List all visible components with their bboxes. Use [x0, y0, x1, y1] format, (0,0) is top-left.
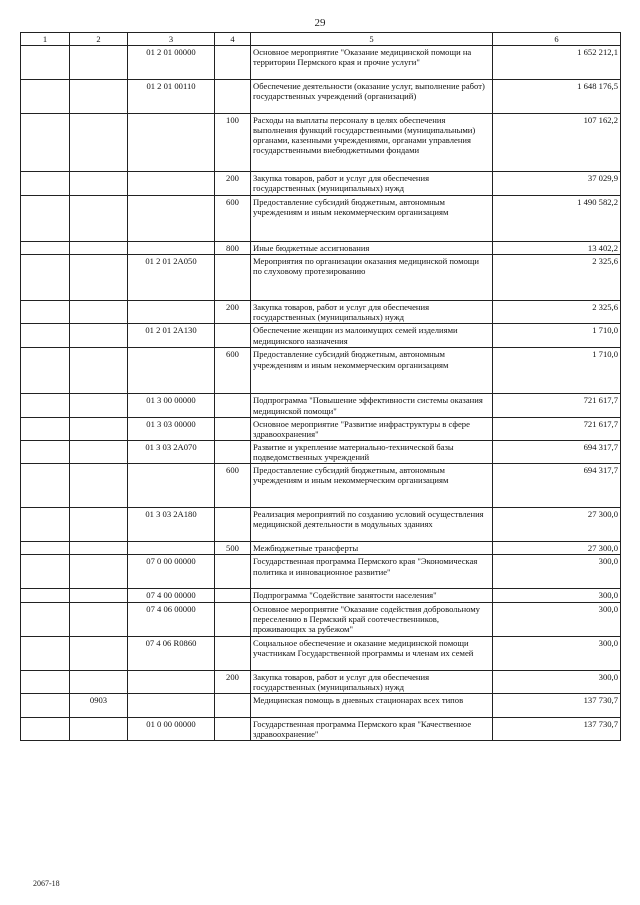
col-expense-type	[215, 636, 251, 670]
col-section	[21, 46, 70, 80]
col-section	[21, 589, 70, 602]
col-subsection	[70, 602, 128, 636]
col-section	[21, 717, 70, 740]
col-section	[21, 172, 70, 196]
col-target-article	[128, 114, 215, 172]
col-description: Расходы на выплаты персоналу в целях обеспечения выполнения функций государственными (муниципальными) органами, казенными учреждениями, органами управления государственными внебюджетными фондами	[251, 114, 493, 172]
col-target-article: 07 0 00 00000	[128, 555, 215, 589]
col-expense-type	[215, 602, 251, 636]
col-amount: 721 617,7	[493, 394, 621, 417]
col-subsection	[70, 670, 128, 693]
col-description: Закупка товаров, работ и услуг для обеспечения государственных (муниципальных) нужд	[251, 670, 493, 693]
col-subsection	[70, 301, 128, 324]
col-amount: 1 652 212,1	[493, 46, 621, 80]
col-subsection	[70, 255, 128, 301]
col-expense-type: 500	[215, 542, 251, 555]
col-description: Подпрограмма "Повышение эффективности системы оказания медицинской помощи"	[251, 394, 493, 417]
col-expense-type: 800	[215, 242, 251, 255]
col-amount: 27 300,0	[493, 508, 621, 542]
col-description: Реализация мероприятий по созданию условий осуществления медицинской деятельности в модульных зданиях	[251, 508, 493, 542]
page-number: 29	[314, 17, 326, 29]
col-expense-type	[215, 508, 251, 542]
col-target-article: 01 3 03 00000	[128, 417, 215, 440]
col-section	[21, 301, 70, 324]
col-description: Развитие и укрепление материально-технической базы подведомственных учреждений	[251, 441, 493, 464]
col-target-article	[128, 242, 215, 255]
col-target-article: 01 2 01 2А130	[128, 324, 215, 348]
col-amount: 1 648 176,5	[493, 80, 621, 114]
column-header-1: 1	[21, 33, 70, 46]
col-section	[21, 348, 70, 394]
col-expense-type	[215, 46, 251, 80]
col-description: Основное мероприятие "Развитие инфраструктуры в сфере здравоохранения"	[251, 417, 493, 440]
col-expense-type: 200	[215, 301, 251, 324]
col-target-article	[128, 542, 215, 555]
col-description: Государственная программа Пермского края "Качественное здравоохранение"	[251, 717, 493, 740]
document-code: 2067-18	[33, 879, 60, 888]
table-row	[21, 242, 621, 255]
table-row	[21, 441, 621, 464]
col-description: Государственная программа Пермского края "Экономическая политика и инновационное развитие"	[251, 555, 493, 589]
col-subsection	[70, 636, 128, 670]
table-row	[21, 508, 621, 542]
col-section	[21, 196, 70, 242]
col-section	[21, 508, 70, 542]
col-expense-type	[215, 324, 251, 348]
col-section	[21, 464, 70, 508]
col-section	[21, 80, 70, 114]
col-expense-type	[215, 255, 251, 301]
col-section	[21, 602, 70, 636]
table-row	[21, 464, 621, 508]
table-row	[21, 717, 621, 740]
table-row	[21, 46, 621, 80]
col-amount: 300,0	[493, 555, 621, 589]
col-target-article: 01 3 03 2А070	[128, 441, 215, 464]
budget-table	[20, 32, 621, 741]
col-expense-type: 600	[215, 196, 251, 242]
col-expense-type	[215, 693, 251, 717]
col-subsection	[70, 114, 128, 172]
col-description: Основное мероприятие "Оказание содействия добровольному переселению в Пермский край соотечественников, проживающих за рубежом"	[251, 602, 493, 636]
col-target-article: 07 4 06 R0860	[128, 636, 215, 670]
col-description: Межбюджетные трансферты	[251, 542, 493, 555]
table-row	[21, 301, 621, 324]
col-amount: 107 162,2	[493, 114, 621, 172]
column-header-6: 6	[493, 33, 621, 46]
table-row	[21, 80, 621, 114]
col-description: Предоставление субсидий бюджетным, автономным учреждениям и иным некоммерческим организациям	[251, 464, 493, 508]
col-amount: 137 730,7	[493, 693, 621, 717]
col-amount: 1 710,0	[493, 324, 621, 348]
col-target-article: 01 2 01 00000	[128, 46, 215, 80]
table-row	[21, 602, 621, 636]
col-amount: 694 317,7	[493, 464, 621, 508]
table-row	[21, 589, 621, 602]
table-row	[21, 394, 621, 417]
table-row	[21, 670, 621, 693]
table-row	[21, 172, 621, 196]
col-description: Предоставление субсидий бюджетным, автономным учреждениям и иным некоммерческим организациям	[251, 348, 493, 394]
col-subsection	[70, 464, 128, 508]
col-amount: 1 490 582,2	[493, 196, 621, 242]
col-amount: 137 730,7	[493, 717, 621, 740]
col-amount: 1 710,0	[493, 348, 621, 394]
col-expense-type	[215, 441, 251, 464]
col-amount: 37 029,9	[493, 172, 621, 196]
col-subsection: 0903	[70, 693, 128, 717]
col-amount: 721 617,7	[493, 417, 621, 440]
col-section	[21, 542, 70, 555]
col-amount: 13 402,2	[493, 242, 621, 255]
col-section	[21, 417, 70, 440]
col-expense-type: 600	[215, 464, 251, 508]
table-row	[21, 636, 621, 670]
col-expense-type	[215, 417, 251, 440]
col-amount: 694 317,7	[493, 441, 621, 464]
col-target-article: 07 4 06 00000	[128, 602, 215, 636]
col-expense-type: 200	[215, 172, 251, 196]
col-section	[21, 242, 70, 255]
col-target-article: 01 0 00 00000	[128, 717, 215, 740]
col-expense-type	[215, 80, 251, 114]
col-subsection	[70, 324, 128, 348]
table-row	[21, 542, 621, 555]
col-amount: 300,0	[493, 670, 621, 693]
table-row	[21, 348, 621, 394]
col-target-article	[128, 301, 215, 324]
column-header-3: 3	[128, 33, 215, 46]
col-section	[21, 114, 70, 172]
col-subsection	[70, 172, 128, 196]
col-expense-type	[215, 717, 251, 740]
col-expense-type	[215, 555, 251, 589]
col-section	[21, 255, 70, 301]
table-row	[21, 693, 621, 717]
table-row	[21, 255, 621, 301]
column-header-4: 4	[215, 33, 251, 46]
col-target-article	[128, 464, 215, 508]
col-target-article: 01 3 00 00000	[128, 394, 215, 417]
col-section	[21, 394, 70, 417]
table-row	[21, 417, 621, 440]
col-description: Иные бюджетные ассигнования	[251, 242, 493, 255]
col-expense-type: 100	[215, 114, 251, 172]
col-description: Социальное обеспечение и оказание медицинской помощи участникам Государственной программы и членам их семей	[251, 636, 493, 670]
col-expense-type	[215, 394, 251, 417]
col-amount: 2 325,6	[493, 255, 621, 301]
col-expense-type: 200	[215, 670, 251, 693]
col-subsection	[70, 348, 128, 394]
col-subsection	[70, 80, 128, 114]
col-target-article: 01 2 01 2А050	[128, 255, 215, 301]
col-description: Подпрограмма "Содействие занятости населения"	[251, 589, 493, 602]
col-amount: 2 325,6	[493, 301, 621, 324]
col-subsection	[70, 196, 128, 242]
col-amount: 300,0	[493, 636, 621, 670]
col-section	[21, 693, 70, 717]
table-row	[21, 324, 621, 348]
col-subsection	[70, 555, 128, 589]
col-target-article: 01 2 01 00110	[128, 80, 215, 114]
col-amount: 300,0	[493, 589, 621, 602]
col-description: Закупка товаров, работ и услуг для обеспечения государственных (муниципальных) нужд	[251, 301, 493, 324]
col-target-article	[128, 693, 215, 717]
col-expense-type: 600	[215, 348, 251, 394]
col-description: Обеспечение деятельности (оказание услуг, выполнение работ) государственных учреждений (организаций)	[251, 80, 493, 114]
col-target-article: 01 3 03 2А180	[128, 508, 215, 542]
col-section	[21, 670, 70, 693]
col-description: Основное мероприятие "Оказание медицинской помощи на территории Пермского края и прочие услуги"	[251, 46, 493, 80]
col-target-article	[128, 348, 215, 394]
col-description: Закупка товаров, работ и услуг для обеспечения государственных (муниципальных) нужд	[251, 172, 493, 196]
col-expense-type	[215, 589, 251, 602]
col-section	[21, 441, 70, 464]
col-amount: 300,0	[493, 602, 621, 636]
col-subsection	[70, 242, 128, 255]
col-section	[21, 324, 70, 348]
col-section	[21, 555, 70, 589]
col-target-article: 07 4 00 00000	[128, 589, 215, 602]
col-target-article	[128, 196, 215, 242]
col-subsection	[70, 717, 128, 740]
column-header-5: 5	[251, 33, 493, 46]
table-header-row	[21, 33, 621, 46]
table-row	[21, 196, 621, 242]
col-description: Мероприятия по организации оказания медицинской помощи по слуховому протезированию	[251, 255, 493, 301]
col-subsection	[70, 441, 128, 464]
col-amount: 27 300,0	[493, 542, 621, 555]
column-header-2: 2	[70, 33, 128, 46]
col-subsection	[70, 589, 128, 602]
col-description: Медицинская помощь в дневных стационарах всех типов	[251, 693, 493, 717]
col-target-article	[128, 172, 215, 196]
table-row	[21, 555, 621, 589]
col-subsection	[70, 46, 128, 80]
table-row	[21, 114, 621, 172]
col-target-article	[128, 670, 215, 693]
col-subsection	[70, 394, 128, 417]
col-subsection	[70, 508, 128, 542]
col-description: Обеспечение женщин из малоимущих семей изделиями медицинского назначения	[251, 324, 493, 348]
col-subsection	[70, 542, 128, 555]
col-subsection	[70, 417, 128, 440]
col-description: Предоставление субсидий бюджетным, автономным учреждениям и иным некоммерческим организациям	[251, 196, 493, 242]
col-section	[21, 636, 70, 670]
